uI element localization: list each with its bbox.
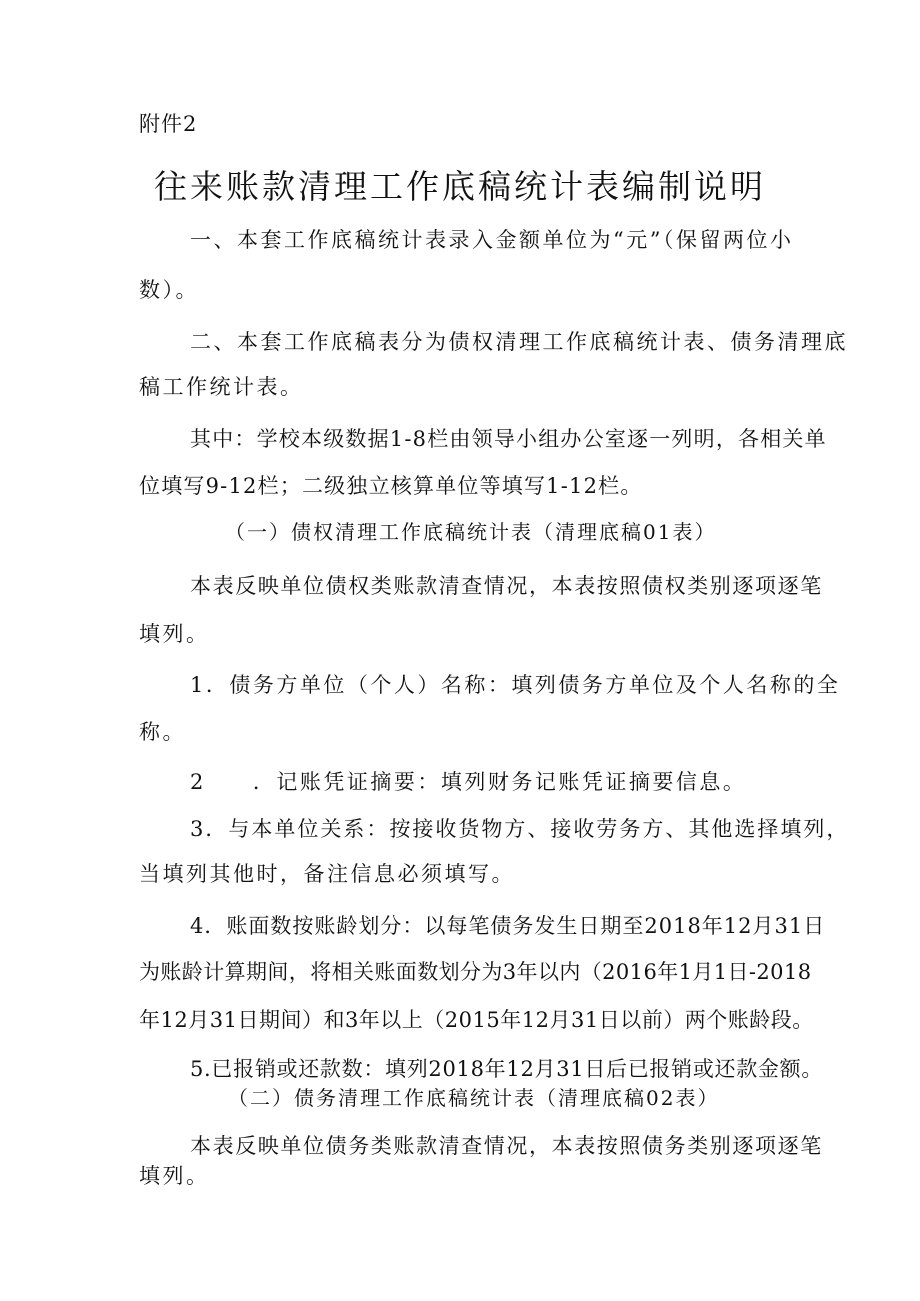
section-heading: （一）债权清理工作底稿统计表（清理底稿01表） [225,520,717,544]
paragraph-line: 数）。 [139,278,199,302]
paragraph-line: 年12月31日期间）和3年以上（2015年12月31日以前）两个账龄段。 [139,1008,814,1032]
paragraph-line: 一、本套工作底稿统计表录入金额单位为“元”（保留两位小 [190,228,794,252]
paragraph-line: 其中：学校本级数据1-8栏由领导小组办公室逐一列明，各相关单 [190,427,827,451]
paragraph-line: 稿工作统计表。 [139,375,304,399]
paragraph-line: 1．债务方单位（个人）名称：填列债务方单位及个人名称的全 [190,673,841,697]
paragraph-line: 本表反映单位债权类账款清查情况，本表按照债权类别逐项逐笔 [190,574,823,598]
section-heading: （二）债务清理工作底稿统计表（清理底稿02表） [228,1086,720,1110]
paragraph-line: 为账龄计算期间，将相关账面数划分为3年以内（2016年1月1日-2018 [139,960,812,984]
paragraph-line: 本表反映单位债务类账款清查情况，本表按照债务类别逐项逐笔 [190,1134,823,1158]
paragraph-line: 称。 [139,720,186,744]
paragraph-line: 5.已报销或还款数：填列2018年12月31日后已报销或还款金额。 [190,1057,824,1081]
paragraph-line: 二、本套工作底稿表分为债权清理工作底稿统计表、债务清理底 [190,330,848,354]
paragraph-line: 3．与本单位关系：按接收货物方、接收劳务方、其他选择填列， [190,817,850,841]
paragraph-line: 4．账面数按账龄划分：以每笔债务发生日期至2018年12月31日 [190,914,826,938]
attachment-label: 附件2 [139,112,198,136]
paragraph-line: 填列。 [139,1164,210,1188]
paragraph-line: 当填列其他时，备注信息必须填写。 [139,862,515,886]
paragraph-line: 填列。 [139,622,210,646]
document-title: 往来账款清理工作底稿统计表编制说明 [154,167,766,206]
paragraph-line: 2 ．记账凭证摘要：填列财务记账凭证摘要信息。 [190,770,747,794]
paragraph-line: 位填写9-12栏；二级独立核算单位等填写1-12栏。 [139,474,643,498]
